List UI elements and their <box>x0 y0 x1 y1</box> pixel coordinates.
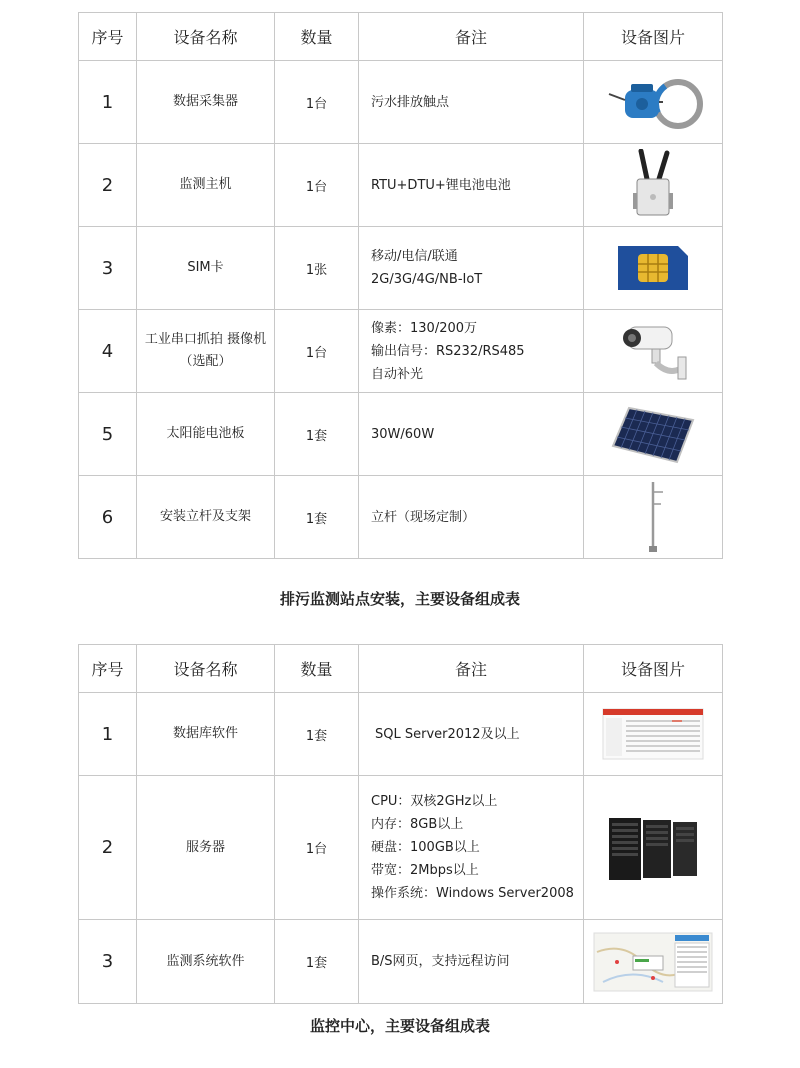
row-name: SIM卡 <box>137 227 275 310</box>
row-note: 污水排放触点 <box>359 61 584 144</box>
row-no: 1 <box>79 693 137 776</box>
row-qty: 1套 <box>275 920 359 1004</box>
monitoring-host-image <box>623 149 683 221</box>
row-no: 2 <box>79 776 137 920</box>
row-name: 太阳能电池板 <box>137 393 275 476</box>
row-note: RTU+DTU+锂电池电池 <box>359 144 584 227</box>
table-row <box>79 227 723 310</box>
row-note: 立杆（现场定制） <box>359 476 584 559</box>
row-note: 像素：130/200万 输出信号：RS232/RS485 自动补光 <box>359 310 584 393</box>
row-note: 30W/60W <box>359 393 584 476</box>
solar-panel-image <box>611 404 695 464</box>
table-header-row <box>79 13 723 61</box>
row-name: 服务器 <box>137 776 275 920</box>
data-collector-image <box>603 72 703 132</box>
header-no: 序号 <box>79 645 137 693</box>
table-row <box>79 693 723 776</box>
header-image: 设备图片 <box>584 13 723 61</box>
row-note: 移动/电信/联通 2G/3G/4G/NB-IoT <box>359 227 584 310</box>
row-name: 监测主机 <box>137 144 275 227</box>
camera-image <box>618 319 688 383</box>
row-qty: 1台 <box>275 61 359 144</box>
table-row <box>79 310 723 393</box>
row-qty: 1台 <box>275 776 359 920</box>
row-no: 2 <box>79 144 137 227</box>
row-no: 1 <box>79 61 137 144</box>
header-no: 序号 <box>79 13 137 61</box>
row-no: 3 <box>79 227 137 310</box>
table-row <box>79 920 723 1004</box>
table-row <box>79 393 723 476</box>
row-no: 3 <box>79 920 137 1004</box>
row-name: 工业串口抓拍 摄像机（选配） <box>137 310 275 393</box>
row-no: 5 <box>79 393 137 476</box>
row-name: 数据库软件 <box>137 693 275 776</box>
row-note: SQL Server2012及以上 <box>359 693 584 776</box>
equipment-table-station <box>78 12 723 559</box>
header-qty: 数量 <box>275 13 359 61</box>
row-note: CPU：双核2GHz以上 内存：8GB以上 硬盘：100GB以上 带宽：2Mbps以上 操作系统：Windows Server2008 <box>359 776 584 920</box>
header-note: 备注 <box>359 13 584 61</box>
row-qty: 1套 <box>275 393 359 476</box>
table-caption-control-center: 监控中心，主要设备组成表 <box>309 1017 490 1035</box>
table-row <box>79 144 723 227</box>
table-caption-station: 排污监测站点安装，主要设备组成表 <box>279 590 520 608</box>
table-row <box>79 61 723 144</box>
table-row <box>79 776 723 920</box>
row-qty: 1台 <box>275 144 359 227</box>
row-name: 数据采集器 <box>137 61 275 144</box>
pole-image <box>641 480 665 554</box>
row-name: 安装立杆及支架 <box>137 476 275 559</box>
row-note: B/S网页，支持远程访问 <box>359 920 584 1004</box>
monitoring-system-screenshot <box>593 932 713 992</box>
row-no: 6 <box>79 476 137 559</box>
row-qty: 1套 <box>275 693 359 776</box>
table-header-row <box>79 645 723 693</box>
table-row <box>79 476 723 559</box>
header-name: 设备名称 <box>137 645 275 693</box>
row-qty: 1套 <box>275 476 359 559</box>
row-no: 4 <box>79 310 137 393</box>
row-qty: 1台 <box>275 310 359 393</box>
sim-card-image <box>616 244 690 292</box>
database-software-screenshot <box>602 708 704 760</box>
header-name: 设备名称 <box>137 13 275 61</box>
row-qty: 1张 <box>275 227 359 310</box>
header-note: 备注 <box>359 645 584 693</box>
header-qty: 数量 <box>275 645 359 693</box>
equipment-table-control-center <box>78 644 723 1004</box>
server-rack-image <box>607 814 699 882</box>
row-name: 监测系统软件 <box>137 920 275 1004</box>
header-image: 设备图片 <box>584 645 723 693</box>
